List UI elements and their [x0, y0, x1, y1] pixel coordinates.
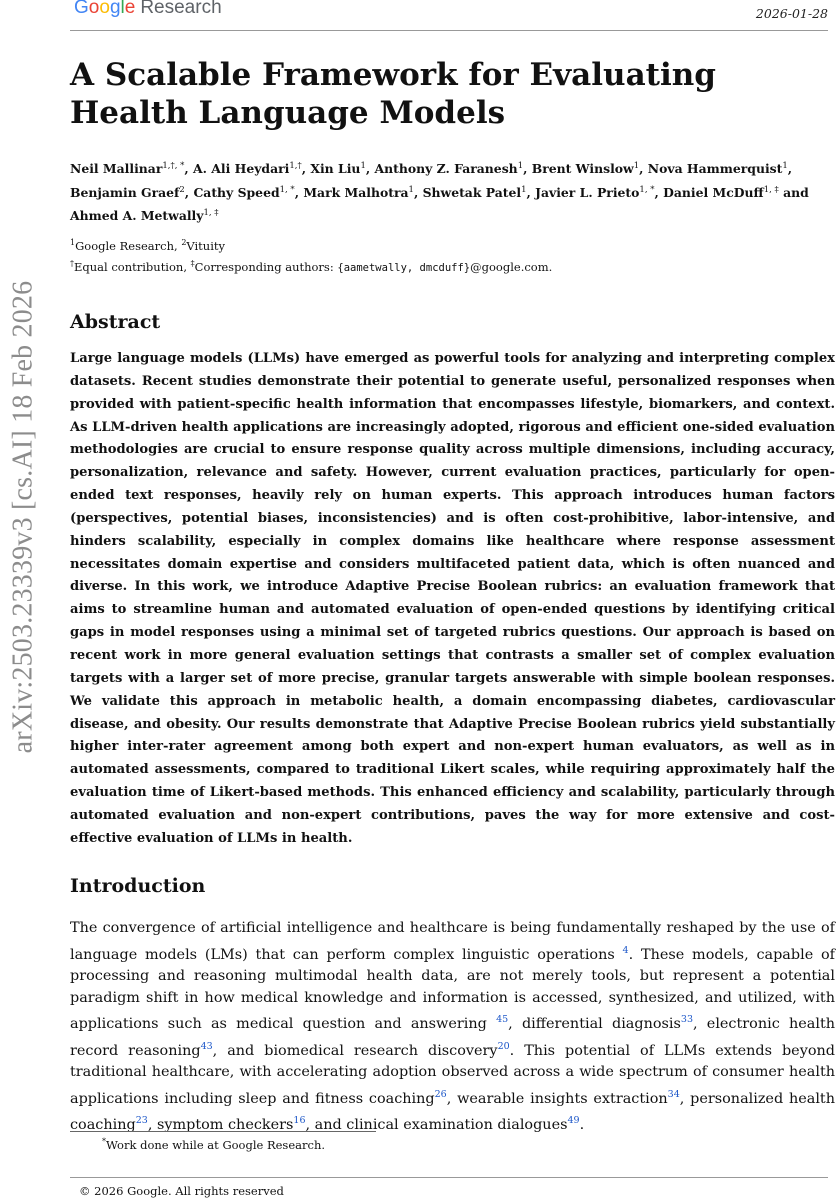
- citation-link[interactable]: 34: [667, 1088, 680, 1100]
- author: Shwetak Patel$^1$: [422, 184, 527, 200]
- footnote: *Work done while at Google Research.: [102, 1137, 325, 1152]
- affiliation-line: $^1$Google Research, $^2$Vituity: [70, 238, 226, 253]
- contribution-line: †Equal contribution, ‡Corresponding authors: {aametwally, dmcduff}@google.com.: [70, 258, 553, 274]
- author: A. Ali Heydari$^{1,\dagger}$: [193, 161, 302, 177]
- author: Cathy Speed$^{1, *}$: [193, 184, 295, 200]
- author: Brent Winslow$^1$: [531, 161, 640, 177]
- author: Neil Mallinar$^{1,\dagger, *}$: [70, 161, 185, 177]
- citation-link[interactable]: 26: [434, 1088, 447, 1100]
- logo-letter-g2: g: [109, 0, 121, 18]
- logo-letter-o1: o: [88, 0, 100, 18]
- author: Anthony Z. Faranesh$^1$: [374, 161, 524, 177]
- abstract-body: Large language models (LLMs) have emerged as powerful tools for analyzing and interpreting complex datasets. Recent studies demonstrate their potential to generate useful, personalized responses when provided with patient-specific health information that encompasses lifestyle, biomarkers, and context. As LLM-driven health applications are increasingly adopted, rigorous and efficient one-sided evaluation methodologies are crucial to ensure response quality across multiple dimensions, including accuracy, personalization, relevance and safety. However, current evaluation practices, particularly for open-ended text responses, heavily rely on human experts. This approach introduces human factors (perspectives, potential biases, inconsistencies) and is often cost-prohibitive, labor-intensive, and hinders scalability, especially in complex domains like healthcare where response assessment necessitates domain expertise and considers multifaceted patient data, which is often nuanced and diverse. In this work, we introduce Adaptive Precise Boolean rubrics: an evaluation framework that aims to streamline human and automated evaluation of open-ended questions by identifying critical gaps in model responses using a minimal set of targeted rubrics questions. Our approach is based on recent work in more general evaluation settings that contrasts a smaller set of complex evaluation targets with a larger set of more precise, granular targets answerable with simple boolean responses. We validate this approach in metabolic health, a domain encompassing diabetes, cardiovascular disease, and obesity. Our results demonstrate that Adaptive Precise Boolean rubrics yield substantially higher inter-rater agreement among both expert and non-expert human evaluators, as well as in automated assessments, compared to traditional Likert scales, while requiring approximately half the evaluation time of Likert-based methods. This enhanced efficiency and scalability, particularly through automated evaluation and non-expert contributions, paves the way for more extensive and cost-effective evaluation of LLMs in health.: [70, 351, 835, 846]
- author: Nova Hammerquist$^1$: [647, 161, 788, 177]
- citation-link[interactable]: 23: [135, 1114, 148, 1126]
- introduction-body: The convergence of artificial intelligence and healthcare is being fundamentally reshaped by the use of language models (LMs) that can perform complex linguistic operations $^4$. These models, capable of processing and reasoning multimodal health data, are not merely tools, but represent a potential paradigm shift in how medical knowledge and information is accessed, synthesized, and utilized, with applications such as medical question and answering $^{45}$, differential diagnosis$^{33}$, electronic health record reasoning$^{43}$, and biomedical research discovery$^{20}$. This potential of LLMs extends beyond traditional healthcare, with accelerating adoption observed across a wide spectrum of consumer health applications including sleep and fitness coaching$^{26}$, wearable insights extraction$^{34}$, personalized health coaching$^{23}$, symptom checkers$^{16}$, and clinical examination dialogues$^{49}$.: [70, 920, 835, 1133]
- author: Javier L. Prieto$^{1, *}$: [535, 184, 655, 200]
- paper-title: A Scalable Framework for Evaluating Health Language Models: [70, 57, 716, 131]
- author: Benjamin Graef$^2$: [70, 184, 185, 200]
- logo-letter-o2: o: [99, 0, 110, 18]
- author-list: Neil Mallinar$^{1,\dagger, *}$, A. Ali Heydari$^{1,\dagger}$, Xin Liu$^1$, Anthony Z. Faranesh$^1$, Brent Winslow$^1$, Nova Hammerquist$^1$, Benjamin Graef$^2$, Cathy Speed$^{1, *}$, Mark Malhotra$^1$, Shwetak Patel$^1$, Javier L. Prieto$^{1, *}$, Daniel McDuff$^{1, \ddagger}$ and Ahmed A. Metwally$^{1, \ddagger}$: [70, 161, 809, 224]
- logo-letter-l: l: [120, 0, 125, 18]
- citation-link[interactable]: 43: [200, 1040, 213, 1052]
- arxiv-stamp-text: arXiv:2503.23339v3 [cs.AI] 18 Feb 2026: [7, 280, 38, 754]
- copyright-notice: © 2026 Google. All rights reserved: [79, 1184, 284, 1198]
- author: Mark Malhotra$^1$: [303, 184, 414, 200]
- abstract-heading: Abstract: [70, 311, 161, 333]
- logo-letter-e: e: [124, 0, 136, 18]
- google-research-logo: [74, 0, 222, 20]
- citation-link[interactable]: 45: [496, 1014, 509, 1026]
- header-date: 2026-01-28: [755, 6, 828, 21]
- author: Xin Liu$^1$: [310, 161, 366, 177]
- logo-suffix: Research: [140, 0, 222, 18]
- citation-link[interactable]: 49: [567, 1114, 580, 1126]
- arxiv-stamp: [0, 280, 46, 754]
- introduction-heading: Introduction: [70, 875, 206, 897]
- corresponding-emails: {aametwally, dmcduff}: [337, 261, 471, 274]
- footnote-divider: [70, 1131, 376, 1132]
- footer-divider: [70, 1177, 828, 1178]
- citation-link[interactable]: 20: [497, 1040, 510, 1052]
- citation-link[interactable]: 33: [680, 1014, 693, 1026]
- citation-link[interactable]: 4: [622, 944, 629, 956]
- affiliations: [70, 234, 810, 277]
- author: Ahmed A. Metwally$^{1, \ddagger}$: [70, 208, 219, 224]
- citation-link[interactable]: 16: [293, 1114, 306, 1126]
- header-divider: [70, 30, 828, 31]
- logo-letter-g: G: [74, 0, 89, 18]
- author-conjunction: and: [783, 184, 809, 200]
- author: Daniel McDuff$^{1, \ddagger}$: [663, 184, 779, 200]
